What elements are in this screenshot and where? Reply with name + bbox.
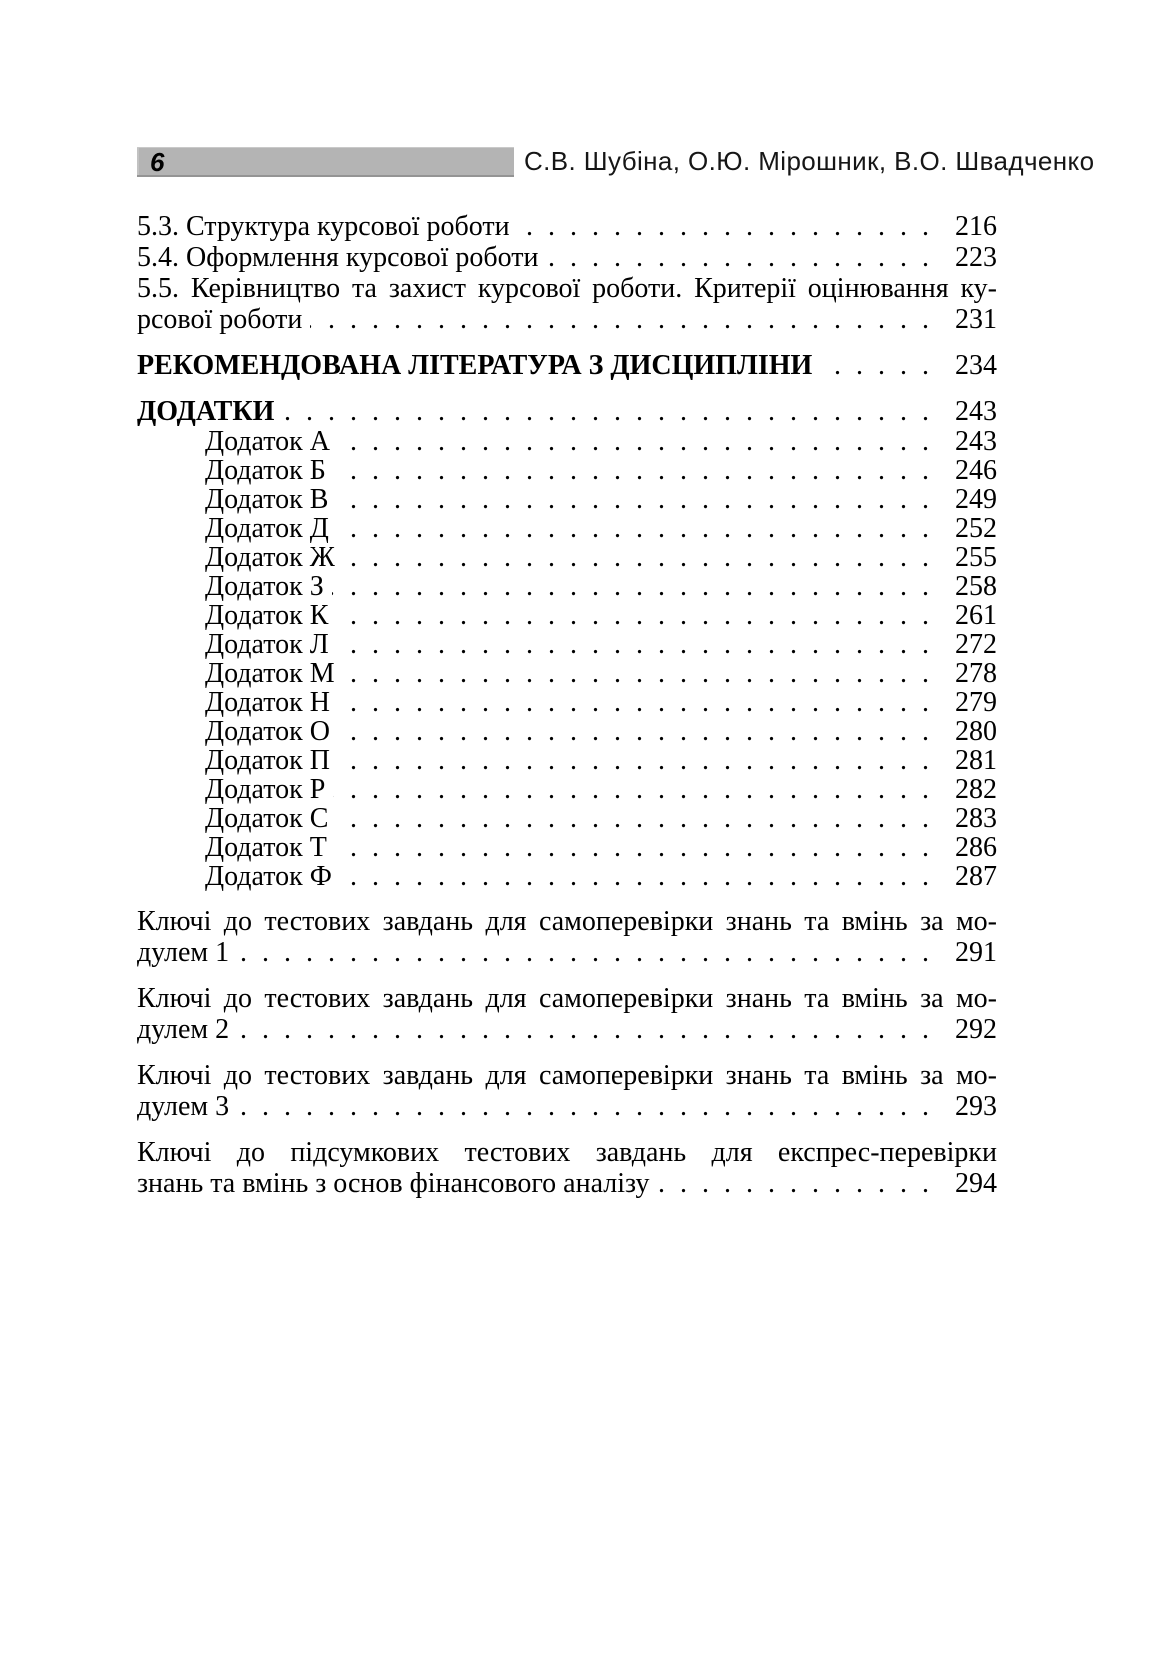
entry-page-number: 281 bbox=[955, 745, 997, 776]
toc-entry bbox=[137, 862, 997, 891]
page-number-bar bbox=[137, 147, 514, 177]
entry-text: Додаток В bbox=[205, 484, 329, 515]
entry-text: Додаток О bbox=[205, 716, 330, 747]
entry-last-line bbox=[205, 775, 997, 804]
page-number: 6 bbox=[150, 146, 165, 177]
entry-last-line bbox=[137, 350, 997, 381]
entry-last-line bbox=[205, 659, 997, 688]
dot-leader bbox=[237, 937, 933, 968]
toc-entry bbox=[137, 427, 997, 456]
dot-leader bbox=[518, 211, 933, 242]
entry-text: рсової роботи bbox=[137, 304, 303, 335]
entry-last-line bbox=[205, 485, 997, 514]
toc-entry bbox=[137, 456, 997, 485]
entry-last-line bbox=[205, 601, 997, 630]
entry-text: Додаток Д bbox=[205, 513, 329, 544]
entry-page-number: 293 bbox=[955, 1091, 997, 1122]
entry-last-line bbox=[137, 1091, 997, 1122]
dot-leader bbox=[335, 833, 933, 862]
entry-text: Додаток Н bbox=[205, 687, 330, 718]
entry-wrapped-line: Ключі до тестових завдань для самоперевірки знань та вмінь за мо- bbox=[137, 906, 997, 937]
dot-leader bbox=[337, 630, 933, 659]
entry-text: Додаток Ф bbox=[205, 861, 332, 892]
entry-page-number: 291 bbox=[955, 937, 997, 968]
entry-last-line bbox=[205, 514, 997, 543]
entry-text: Додаток Ж bbox=[205, 542, 335, 573]
dot-leader bbox=[336, 804, 933, 833]
entry-page-number: 246 bbox=[955, 455, 997, 486]
dot-leader bbox=[338, 688, 933, 717]
dot-leader bbox=[336, 601, 933, 630]
entry-wrapped-lines bbox=[137, 983, 997, 1014]
entry-last-line bbox=[137, 304, 997, 335]
dot-leader bbox=[337, 514, 933, 543]
entry-wrapped-line: Ключі до тестових завдань для самоперевірки знань та вмінь за мо- bbox=[137, 983, 997, 1014]
entry-page-number: 258 bbox=[955, 571, 997, 602]
toc-entry bbox=[137, 688, 997, 717]
entry-page-number: 255 bbox=[955, 542, 997, 573]
entry-text: РЕКОМЕНДОВАНА ЛІТЕРАТУРА З ДИСЦИПЛІНИ bbox=[137, 350, 813, 381]
dot-leader bbox=[340, 862, 933, 891]
entry-text: Додаток З bbox=[205, 571, 324, 602]
dot-leader bbox=[338, 427, 933, 456]
toc-entry bbox=[137, 746, 997, 775]
dot-leader bbox=[310, 304, 933, 335]
entry-page-number: 283 bbox=[955, 803, 997, 834]
dot-leader bbox=[282, 396, 933, 427]
entry-text: Додаток Б bbox=[205, 455, 326, 486]
entry-page-number: 223 bbox=[955, 242, 997, 273]
entry-last-line bbox=[137, 211, 997, 242]
toc-entry bbox=[137, 1060, 997, 1122]
toc-entry bbox=[137, 485, 997, 514]
entry-page-number: 278 bbox=[955, 658, 997, 689]
entry-text: 5.4. Оформлення курсової роботи bbox=[137, 242, 539, 273]
page-header bbox=[137, 146, 1095, 177]
toc-entry bbox=[137, 572, 997, 601]
entry-page-number: 243 bbox=[955, 426, 997, 457]
entry-last-line bbox=[205, 543, 997, 572]
entry-text: дулем 3 bbox=[137, 1091, 230, 1122]
entry-last-line bbox=[137, 937, 997, 968]
dot-leader bbox=[658, 1168, 934, 1199]
entry-text: Додаток К bbox=[205, 600, 329, 631]
entry-page-number: 252 bbox=[955, 513, 997, 544]
entry-text: Додаток Р bbox=[205, 774, 326, 805]
entry-text: дулем 2 bbox=[137, 1014, 230, 1045]
entry-page-number: 286 bbox=[955, 832, 997, 863]
entry-last-line bbox=[205, 456, 997, 485]
entry-text: ДОДАТКИ bbox=[137, 396, 275, 427]
entry-last-line bbox=[205, 630, 997, 659]
entry-last-line bbox=[205, 688, 997, 717]
entry-page-number: 272 bbox=[955, 629, 997, 660]
entry-page-number: 279 bbox=[955, 687, 997, 718]
entry-last-line bbox=[205, 572, 997, 601]
entry-text: Додаток Т bbox=[205, 832, 327, 863]
authors-header: С.В. Шубіна, О.Ю. Мірошник, В.О. Швадченко bbox=[524, 146, 1095, 176]
entry-last-line bbox=[137, 242, 997, 273]
entry-page-number: 282 bbox=[955, 774, 997, 805]
entry-last-line bbox=[205, 804, 997, 833]
dot-leader bbox=[338, 746, 933, 775]
entry-last-line bbox=[205, 427, 997, 456]
entry-wrapped-line: Ключі до тестових завдань для самоперевірки знань та вмінь за мо- bbox=[137, 1060, 997, 1091]
toc-list bbox=[137, 176, 997, 1199]
entry-text: знань та вмінь з основ фінансового аналізу bbox=[137, 1168, 650, 1199]
entry-wrapped-lines bbox=[137, 1060, 997, 1091]
entry-text: Додаток А bbox=[205, 426, 330, 457]
entry-wrapped-line: 5.5. Керівництво та захист курсової роботи. Критерії оцінювання ку- bbox=[137, 273, 997, 304]
toc-entry bbox=[137, 211, 997, 242]
toc-entry bbox=[137, 804, 997, 833]
entry-page-number: 280 bbox=[955, 716, 997, 747]
toc-entry bbox=[137, 273, 997, 335]
dot-leader bbox=[237, 1091, 933, 1122]
toc-entry bbox=[137, 659, 997, 688]
entry-wrapped-lines bbox=[137, 1137, 997, 1168]
entry-text: дулем 1 bbox=[137, 937, 230, 968]
entry-wrapped-line: Ключі до підсумкових тестових завдань для експрес-перевірки bbox=[137, 1137, 997, 1168]
entry-page-number: 243 bbox=[955, 396, 997, 427]
dot-leader bbox=[546, 242, 933, 273]
entry-last-line bbox=[205, 862, 997, 891]
entry-page-number: 249 bbox=[955, 484, 997, 515]
toc-entry bbox=[137, 543, 997, 572]
entry-page-number: 216 bbox=[955, 211, 997, 242]
dot-leader bbox=[334, 456, 933, 485]
entry-page-number: 287 bbox=[955, 861, 997, 892]
entry-last-line bbox=[205, 833, 997, 862]
dot-leader bbox=[343, 659, 933, 688]
entry-wrapped-lines bbox=[137, 273, 997, 304]
entry-page-number: 231 bbox=[955, 304, 997, 335]
toc-entry bbox=[137, 983, 997, 1045]
entry-last-line bbox=[137, 1014, 997, 1045]
toc-entry bbox=[137, 775, 997, 804]
toc-entry bbox=[137, 242, 997, 273]
toc-entry bbox=[137, 601, 997, 630]
entry-last-line bbox=[137, 1168, 997, 1199]
toc-entry bbox=[137, 396, 997, 427]
toc-entry bbox=[137, 833, 997, 862]
entry-page-number: 292 bbox=[955, 1014, 997, 1045]
entry-last-line bbox=[205, 746, 997, 775]
entry-last-line bbox=[205, 717, 997, 746]
entry-page-number: 261 bbox=[955, 600, 997, 631]
entry-text: Додаток П bbox=[205, 745, 330, 776]
dot-leader bbox=[820, 350, 933, 381]
toc-entry bbox=[137, 906, 997, 968]
entry-text: Додаток М bbox=[205, 658, 335, 689]
entry-wrapped-lines bbox=[137, 906, 997, 937]
entry-text: Додаток Л bbox=[205, 629, 329, 660]
toc-entry bbox=[137, 350, 997, 381]
dot-leader bbox=[333, 775, 933, 804]
entry-page-number: 294 bbox=[955, 1168, 997, 1199]
dot-leader bbox=[237, 1014, 933, 1045]
toc-entry bbox=[137, 630, 997, 659]
entry-text: Додаток С bbox=[205, 803, 329, 834]
dot-leader bbox=[336, 485, 933, 514]
entry-text: 5.3. Структура курсової роботи bbox=[137, 211, 510, 242]
toc-entry bbox=[137, 514, 997, 543]
entry-last-line bbox=[137, 396, 997, 427]
dot-leader bbox=[338, 717, 933, 746]
dot-leader bbox=[343, 543, 933, 572]
entry-page-number: 234 bbox=[955, 350, 997, 381]
toc-entry bbox=[137, 1137, 997, 1199]
toc-entry bbox=[137, 717, 997, 746]
dot-leader bbox=[332, 572, 933, 601]
